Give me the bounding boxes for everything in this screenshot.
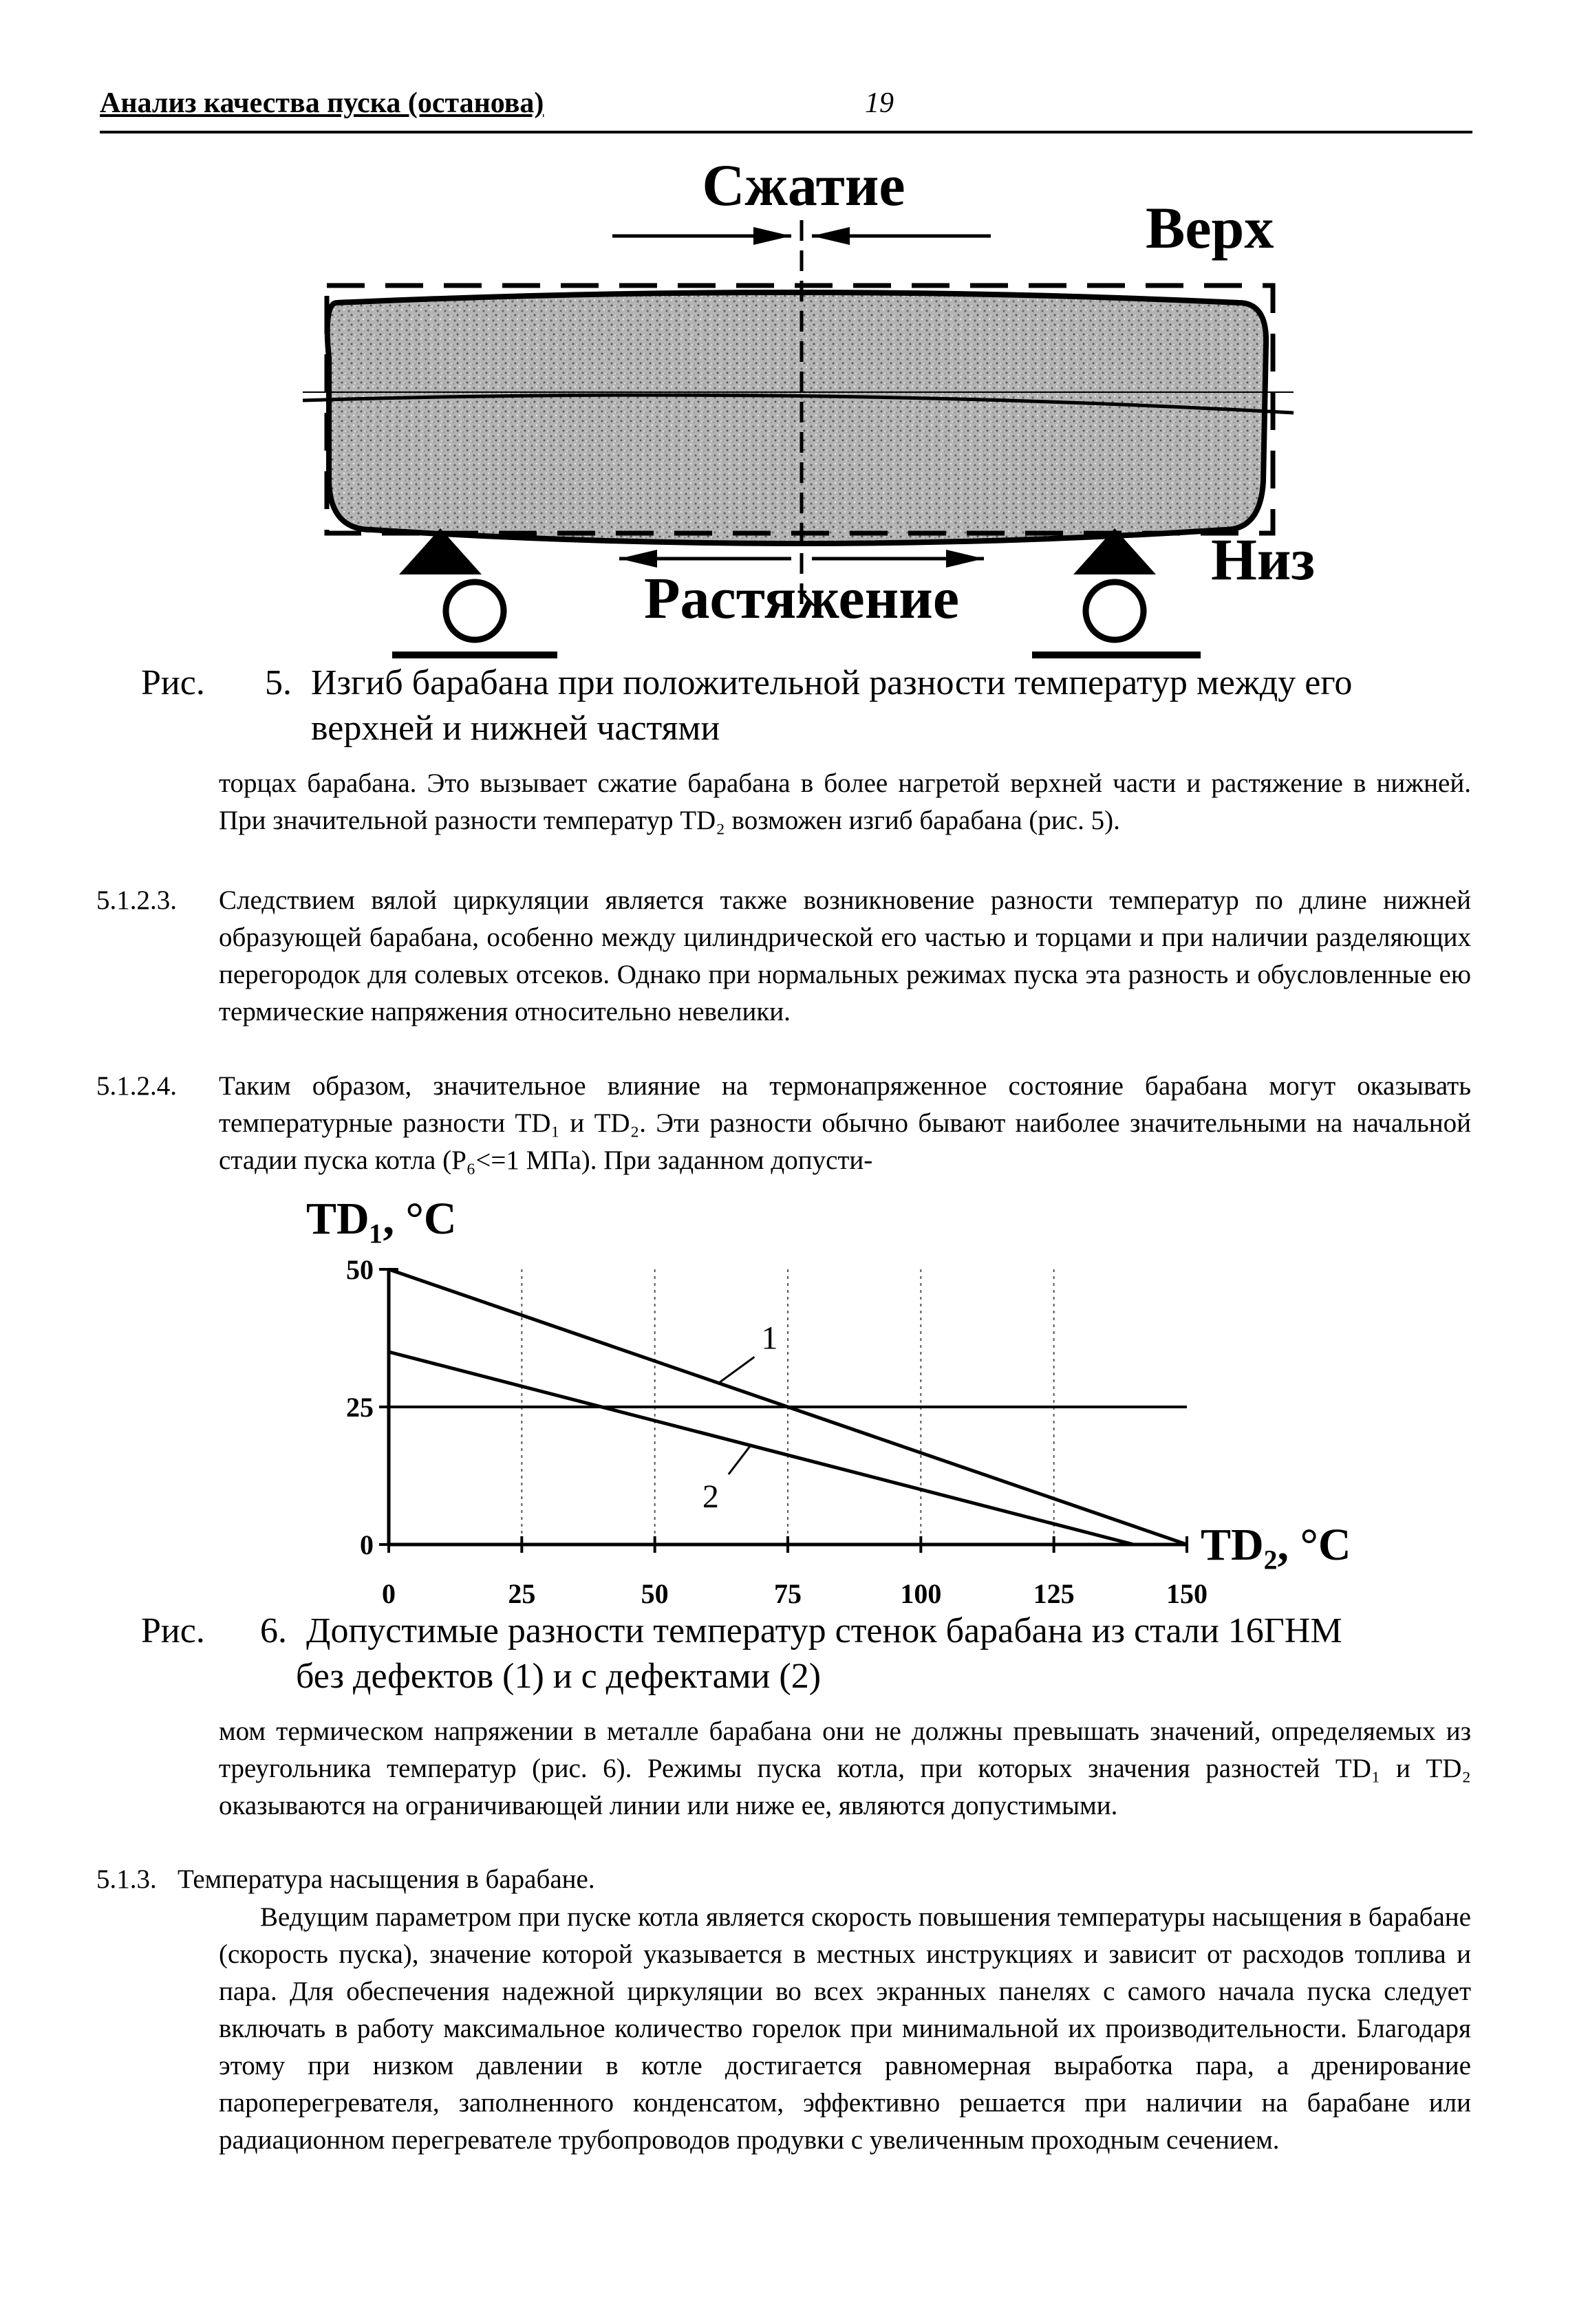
caption-label: Рис. <box>141 1611 205 1650</box>
paragraph-2: мом термическом напряжении в металле барабана они не должны превышать значений, определяемых из треугольника температур (рис. 6). Режимы пуска котла, при которых значения разностей TD₁ и TD₂ оказываются на ограничивающей линии или ниже ее, являются допустимыми. <box>219 1717 1471 1820</box>
y-axis-title: TD₁, °C <box>306 1194 457 1244</box>
x-tick-label: 150 <box>1166 1578 1208 1609</box>
page-number: 19 <box>865 87 894 119</box>
caption-line-1: Допустимые разности температур стенок барабана из стали 16ГНМ <box>306 1611 1342 1650</box>
label-bottom: Низ <box>1211 526 1316 592</box>
x-tick-label: 75 <box>774 1578 802 1609</box>
section-5123-text: Следствием вялой циркуляции является также возникновение разности температур по длине нижней образующей барабана, особенно между цилиндрической его частью и торцами и при наличии разделяющих перегородок для солевых отсеков. Однако при нормальных режимах пуска эта разность и обусловленные ею термические напряжения относительно невелики. <box>219 885 1471 1026</box>
series-leader <box>729 1445 751 1474</box>
y-tick-label: 25 <box>346 1392 374 1423</box>
section-number-5124: 5.1.2.4. <box>96 1071 177 1101</box>
caption-number: 5. <box>265 663 292 702</box>
paragraph-1: торцах барабана. Это вызывает сжатие барабана в более нагретой верхней части и растяжение в нижней. При значительной разности температур TD₂ возможен изгиб барабана (рис. 5). <box>219 768 1471 835</box>
figure-6-caption <box>0 1608 1577 1705</box>
series-label: 1 <box>761 1320 778 1357</box>
series-line-2 <box>389 1352 1134 1545</box>
series-label: 2 <box>702 1478 719 1515</box>
x-tick-label: 0 <box>382 1578 396 1609</box>
caption-number: 6. <box>260 1611 287 1650</box>
caption-label: Рис. <box>141 663 205 702</box>
x-tick-label: 100 <box>900 1578 942 1609</box>
label-compression: Сжатие <box>702 152 905 218</box>
x-tick-label: 50 <box>641 1578 669 1609</box>
section-number-513: 5.1.3. <box>96 1864 157 1894</box>
caption-line-2: без дефектов (1) и с дефектами (2) <box>296 1657 822 1696</box>
series-leader <box>718 1357 754 1383</box>
section-5124-text: Таким образом, значительное влияние на термонапряженное состояние барабана могут оказывать температурные разности TD₁ и TD₂. Эти разности обычно бывают наиболее значительными на начальной стадии пуска котла (P₆<=1 МПа). При заданном допусти- <box>219 1071 1471 1175</box>
section-513-title: Температура насыщения в барабане. <box>178 1864 595 1894</box>
y-tick-label: 0 <box>360 1529 374 1560</box>
x-tick-label: 125 <box>1033 1578 1075 1609</box>
y-tick-label: 50 <box>346 1254 374 1285</box>
caption-line-2: верхней и нижней частями <box>311 709 720 748</box>
header-title: Анализ качества пуска (останова) <box>100 87 544 119</box>
x-tick-label: 25 <box>508 1578 536 1609</box>
paragraph-3: Ведущим параметром при пуске котла является скорость повышения температуры насыщения в барабане (скорость пуска), значение которой указывается в местных инструкциях и зависит от расходов топлива и пара. Для обеспечения надежной циркуляции во всех экранных панелях с самого начала пуска следует включать в работу максимальное количество горелок при минимальной их производительности. Благодаря этому при низком давлении в котле достигается равномерная выработка пара, а дренирование пароперегревателя, заполненного конденсатом, эффективно решается при наличии на барабане или радиационном перегревателе трубопроводов продувки с увеличенным проходным сечением. <box>219 1902 1471 2155</box>
label-top: Верх <box>1146 195 1274 261</box>
x-axis-title: TD₂, °C <box>1201 1520 1351 1570</box>
label-tension: Растяжение <box>643 565 960 631</box>
section-number-5123: 5.1.2.3. <box>96 885 177 915</box>
caption-line-1: Изгиб барабана при положительной разности температур между его <box>311 663 1353 702</box>
